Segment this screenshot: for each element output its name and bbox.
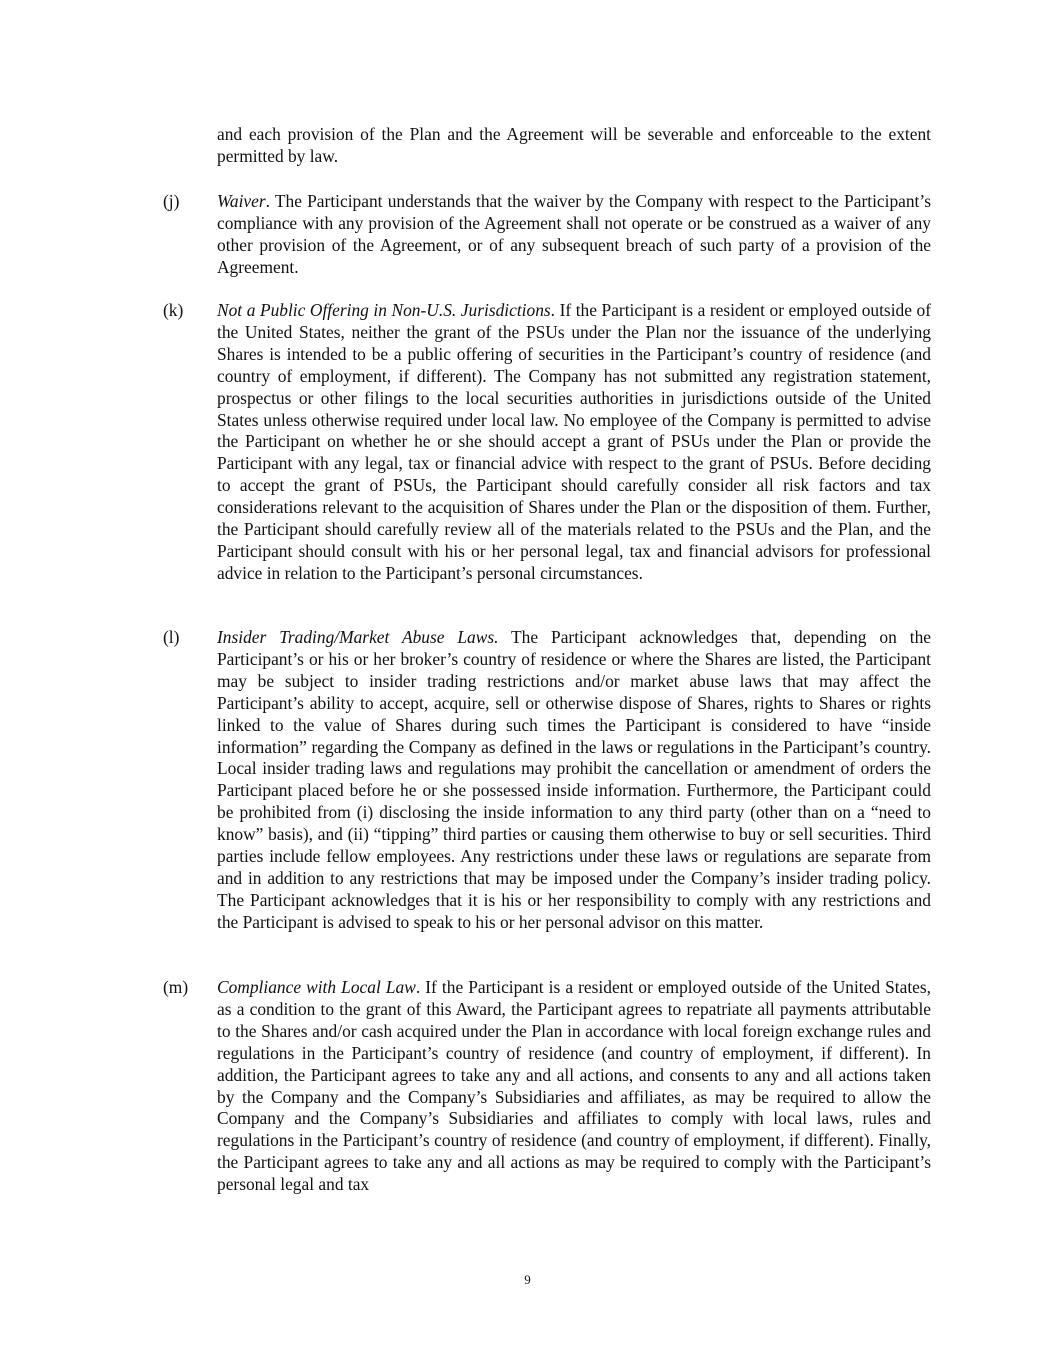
section-body: . If the Participant is a resident or employed outside of the United States, as a condition to the grant of this Award, the Participant agrees to repatriate all payments attributable to the Shares and/or cash acquired under the Plan in accordance with local foreign exchange rules and regulations in the Participant’s country of residence (and country of employment, if different). In addition, the Participant agrees to take any and all actions, and consents to any and all actions taken by the Company and the Company’s Subsidiaries and affiliates, as may be required to allow the Company and the Company’s Subsidiaries and affiliates to comply with local laws, rules and regulations in the Participant’s country of residence (and country of employment, if different). Finally, the Participant agrees to take any and all actions as may be required to comply with the Participant’s personal legal and tax <box>217 977 932 1195</box>
section-body: The Participant acknowledges that, depending on the Participant’s or his or her broker’s country of residence or where the Shares are listed, the Participant may be subject to insider trading restrictions and/or market abuse laws that may affect the Participant’s ability to accept, acquire, sell or otherwise dispose of Shares, rights to Shares or rights linked to the value of Shares during such times the Participant is considered to have “inside information” regarding the Company as defined in the laws or regulations in the Participant’s country. Local insider trading laws and regulations may prohibit the cancellation or amendment of orders the Participant placed before he or she possessed inside information. Furthermore, the Participant could be prohibited from (i) disclosing the inside information to any third party (other than on a “need to know” basis), and (ii) “tipping” third parties or causing them otherwise to buy or sell securities. Third parties include fellow employees. Any restrictions under these laws or regulations are separate from and in addition to any restrictions that may be imposed under the Company’s insider trading policy. The Participant acknowledges that it is his or her responsibility to comply with any restrictions and the Participant is advised to speak to his or her personal advisor on this matter. <box>217 627 931 932</box>
section-title: Waiver <box>217 191 266 211</box>
section-paragraph <box>217 977 931 1196</box>
section-title: Not a Public Offering in Non-U.S. Jurisdictions <box>217 300 551 320</box>
page-number: 9 <box>524 1272 531 1287</box>
section-paragraph <box>217 191 931 279</box>
section-marker: (m) <box>163 977 189 997</box>
section-marker: (l) <box>163 627 180 647</box>
continuation-paragraph: and each provision of the Plan and the Agreement will be severable and enforceable to the extent permitted by law. <box>217 124 931 166</box>
section-title: Compliance with Local Law <box>217 977 416 997</box>
section-marker: (j) <box>163 191 180 211</box>
section-marker: (k) <box>163 300 184 320</box>
section-paragraph <box>217 627 931 934</box>
section-title: Insider Trading/Market Abuse Laws. <box>217 627 499 647</box>
section-body: . If the Participant is a resident or employed outside of the United States, neither the grant of the PSUs under the Plan nor the issuance of the underlying Shares is intended to be a public offering of securities in the Participant’s country of residence (and country of employment, if different). The Company has not submitted any registration statement, prospectus or other filings to the local securities authorities in jurisdictions outside of the United States unless otherwise required under local law. No employee of the Company is permitted to advise the Participant on whether he or she should accept a grant of PSUs under the Plan or provide the Participant with any legal, tax or financial advice with respect to the grant of PSUs. Before deciding to accept the grant of PSUs, the Participant should carefully consider all risk factors and tax considerations relevant to the acquisition of Shares under the Plan or the disposition of them. Further, the Participant should carefully review all of the materials related to the PSUs and the Plan, and the Participant should consult with his or her personal legal, tax and financial advisors for professional advice in relation to the Participant’s personal circumstances. <box>217 300 931 583</box>
section-paragraph <box>217 300 931 585</box>
section-body: . The Participant understands that the waiver by the Company with respect to the Participant’s compliance with any provision of the Agreement shall not operate or be construed as a waiver of any other provision of the Agreement, or of any subsequent breach of such party of a provision of the Agreement. <box>217 191 931 277</box>
